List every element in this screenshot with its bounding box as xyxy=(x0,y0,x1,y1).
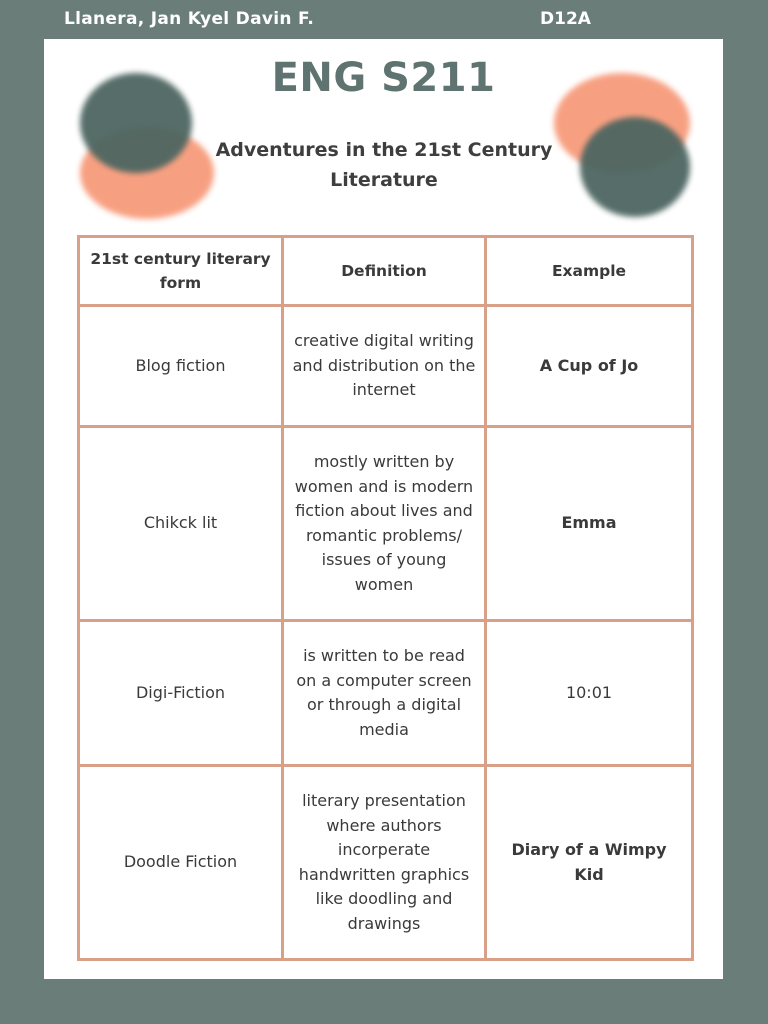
table-row xyxy=(79,306,693,427)
form-cell: Digi-Fiction xyxy=(79,621,283,766)
example-cell: 10:01 xyxy=(486,621,693,766)
section-code: D12A xyxy=(540,9,591,29)
table-row xyxy=(79,766,693,960)
teal-paint-blob-right xyxy=(580,117,690,217)
example-cell: A Cup of Jo xyxy=(486,306,693,427)
worksheet-page xyxy=(44,39,723,979)
definition-cell: literary presentation where authors incorperate handwritten graphics like doodling and drawings xyxy=(283,766,486,960)
form-cell: Doodle Fiction xyxy=(79,766,283,960)
example-cell: Diary of a Wimpy Kid xyxy=(486,766,693,960)
course-code-title: ENG S211 xyxy=(271,55,496,101)
table-header-row xyxy=(79,237,693,306)
form-cell: Chikck lit xyxy=(79,427,283,621)
definition-cell: is written to be read on a computer screen or through a digital media xyxy=(283,621,486,766)
column-header-form: 21st century literary form xyxy=(79,237,283,306)
table-row xyxy=(79,427,693,621)
table-row xyxy=(79,621,693,766)
course-subtitle: Adventures in the 21st Century Literature xyxy=(215,139,553,191)
column-header-definition: Definition xyxy=(283,237,486,306)
column-header-example: Example xyxy=(486,237,693,306)
definition-cell: creative digital writing and distribution on the internet xyxy=(283,306,486,427)
definition-cell: mostly written by women and is modern fiction about lives and romantic problems/ issues of young women xyxy=(283,427,486,621)
form-cell: Blog fiction xyxy=(79,306,283,427)
example-cell: Emma xyxy=(486,427,693,621)
student-name: Llanera, Jan Kyel Davin F. xyxy=(64,9,315,29)
literary-forms-table xyxy=(77,235,694,961)
